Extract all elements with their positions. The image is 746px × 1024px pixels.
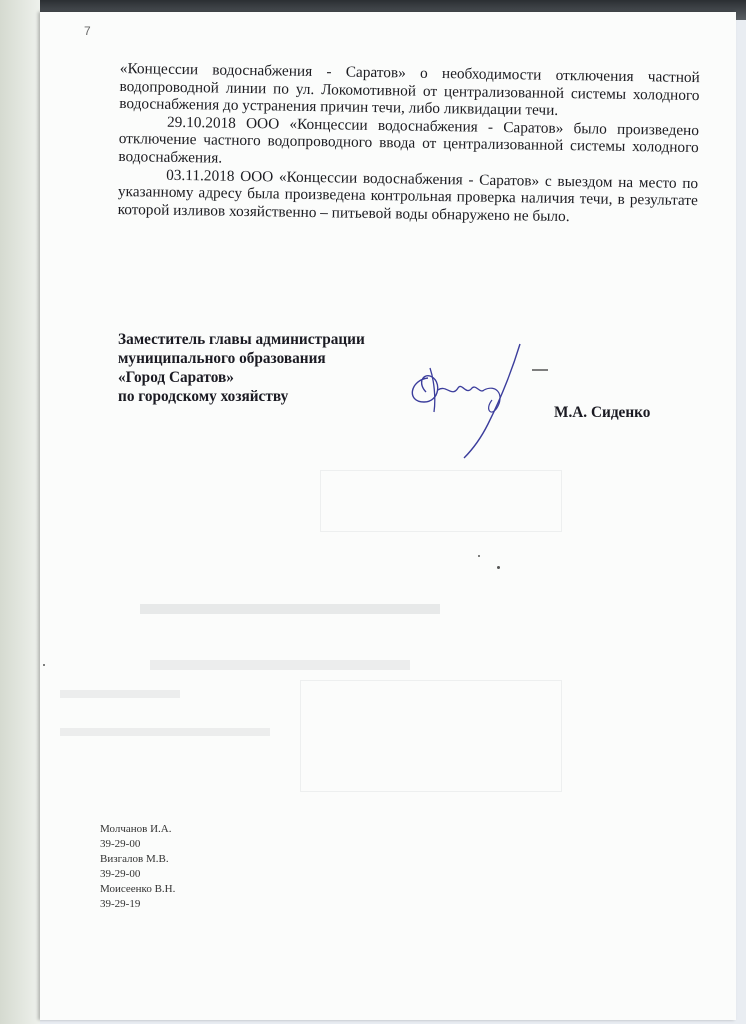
signatory-line-1: Заместитель главы администрации — [118, 331, 365, 348]
signatory-title — [118, 330, 418, 406]
signatory-line-3: «Город Саратов» — [118, 369, 234, 386]
show-through-box — [300, 680, 562, 792]
executor-phone: 39-29-00 — [100, 838, 141, 850]
executors-list — [100, 822, 175, 912]
show-through-line — [150, 660, 410, 670]
handwritten-signature — [400, 340, 550, 460]
scan-speck — [43, 664, 45, 666]
show-through-line — [60, 728, 270, 736]
paragraph-disconnection-date: 29.10.2018 ООО «Концессии водоснабжения - Саратов» было произведено отключение частного водопроводного ввода от централизованной системы холодного водоснабжения. — [118, 113, 700, 167]
scan-speck — [497, 566, 500, 569]
scan-speck — [478, 555, 480, 557]
executor-phone: 39-29-00 — [100, 868, 141, 880]
page-mark: 7 — [84, 24, 91, 38]
show-through-box — [320, 470, 562, 532]
paragraph-inspection-result: 03.11.2018 ООО «Концессии водоснабжения - Саратов» с выездом на место по указанному адресу была произведена контрольная проверка наличия течи, в результате которой изливов хозяйственно – питьевой воды обнаружено не было. — [117, 166, 699, 225]
executor-name: Молчанов И.А. — [100, 823, 172, 835]
signatory-line-4: по городскому хозяйству — [118, 388, 289, 405]
signatory-line-2: муниципального образования — [118, 350, 326, 367]
executor-name: Визгалов М.В. — [100, 853, 169, 865]
paragraph-disconnection-notice: «Концессии водоснабжения - Саратов» о необходимости отключения частной водопроводной линии по ул. Локомотивной от централизованной системы холодного водоснабжения до устранения причин течи, либо ликвидации течи. — [119, 60, 700, 120]
executor-name: Моисеенко В.Н. — [100, 883, 176, 895]
signatory-name: М.А. Сиденко — [554, 404, 651, 421]
executor-phone: 39-29-19 — [100, 898, 141, 910]
letter-body — [118, 60, 700, 227]
show-through-line — [60, 690, 180, 698]
show-through-line — [140, 604, 440, 614]
scan-edge-left — [0, 0, 40, 1024]
